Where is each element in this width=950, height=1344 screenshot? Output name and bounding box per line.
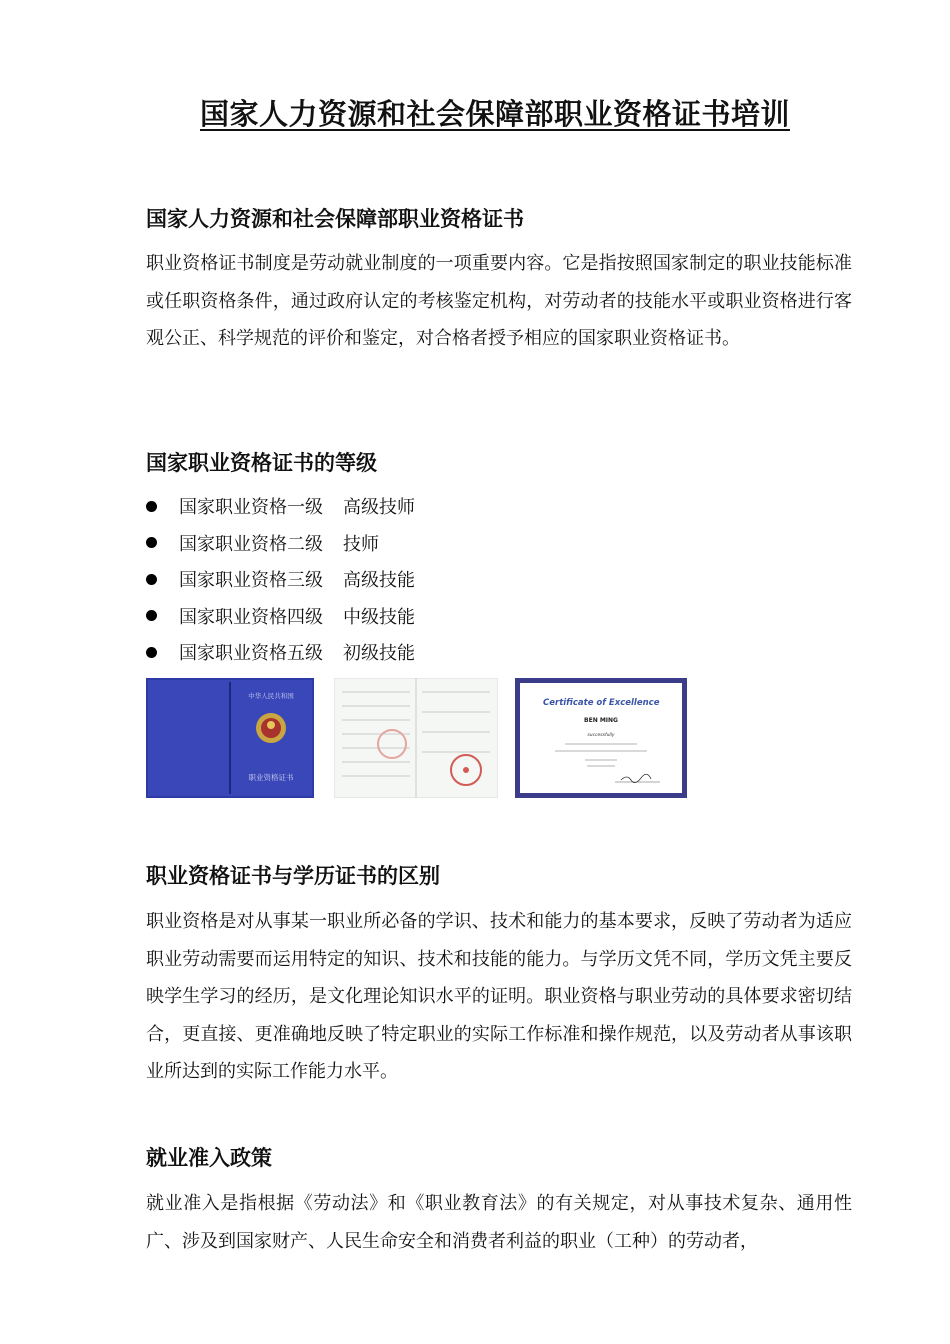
section-paragraph: 就业准入是指根据《劳动法》和《职业教育法》的有关规定，对从事技术复杂、通用性广、涉及到国家财产、人民生命安全和消费者利益的职业（工种）的劳动者， bbox=[146, 1193, 852, 1252]
bullet-icon bbox=[146, 537, 157, 548]
list-item bbox=[146, 527, 415, 564]
bullet-icon bbox=[146, 501, 157, 512]
section-heading: 职业资格证书与学历证书的区别 bbox=[146, 864, 440, 888]
section-paragraph: 职业资格是对从事某一职业所必备的学识、技术和能力的基本要求，反映了劳动者为适应职业劳动需要而运用特定的知识、技术和技能的能力。与学历文凭不同，学历文凭主要反映学生学习的经历，是文化理论知识水平的证明。职业资格与职业劳动的具体要求密切结合，更直接、更准确地反映了特定职业的实际工作标准和操作规范，以及劳动者从事该职业所达到的实际工作能力水平。 bbox=[146, 911, 852, 1082]
certificate-excellence-image bbox=[515, 678, 687, 798]
certificate-title: Certificate of Excellence bbox=[543, 698, 660, 708]
certificate-cover-image bbox=[146, 678, 314, 798]
level-name: 国家职业资格五级 bbox=[179, 643, 323, 664]
certificate-inner-image bbox=[334, 678, 498, 798]
cover-label: 职业资格证书 bbox=[248, 773, 294, 782]
page-title: 国家人力资源和社会保障部职业资格证书培训 bbox=[199, 97, 790, 131]
level-title: 高级技能 bbox=[343, 570, 415, 591]
level-title: 技师 bbox=[343, 533, 379, 555]
section-heading: 国家人力资源和社会保障部职业资格证书 bbox=[146, 207, 524, 231]
level-title: 高级技师 bbox=[343, 497, 415, 518]
level-title: 中级技能 bbox=[343, 606, 415, 628]
level-title: 初级技能 bbox=[343, 643, 415, 664]
bullet-icon bbox=[146, 647, 157, 658]
certificate-name: BEN MING bbox=[584, 717, 618, 724]
certificate-phrase: successfully bbox=[587, 733, 615, 738]
level-name: 国家职业资格四级 bbox=[179, 606, 323, 628]
section-heading: 国家职业资格证书的等级 bbox=[146, 451, 377, 475]
bullet-icon bbox=[146, 574, 157, 585]
list-item bbox=[146, 563, 415, 600]
level-name: 国家职业资格一级 bbox=[179, 497, 323, 518]
level-name: 国家职业资格二级 bbox=[179, 533, 323, 555]
level-list bbox=[146, 490, 415, 673]
list-item bbox=[146, 636, 415, 673]
list-item bbox=[146, 490, 415, 527]
section-paragraph: 职业资格证书制度是劳动就业制度的一项重要内容。它是指按照国家制定的职业技能标准或任职资格条件，通过政府认定的考核鉴定机构，对劳动者的技能水平或职业资格进行客观公正、科学规范的评价和鉴定，对合格者授予相应的国家职业资格证书。 bbox=[146, 253, 852, 349]
bullet-icon bbox=[146, 610, 157, 621]
level-name: 国家职业资格三级 bbox=[179, 570, 323, 591]
list-item bbox=[146, 600, 415, 637]
cover-emblem-text: 中华人民共和国 bbox=[248, 692, 294, 700]
section-heading: 就业准入政策 bbox=[146, 1146, 272, 1170]
